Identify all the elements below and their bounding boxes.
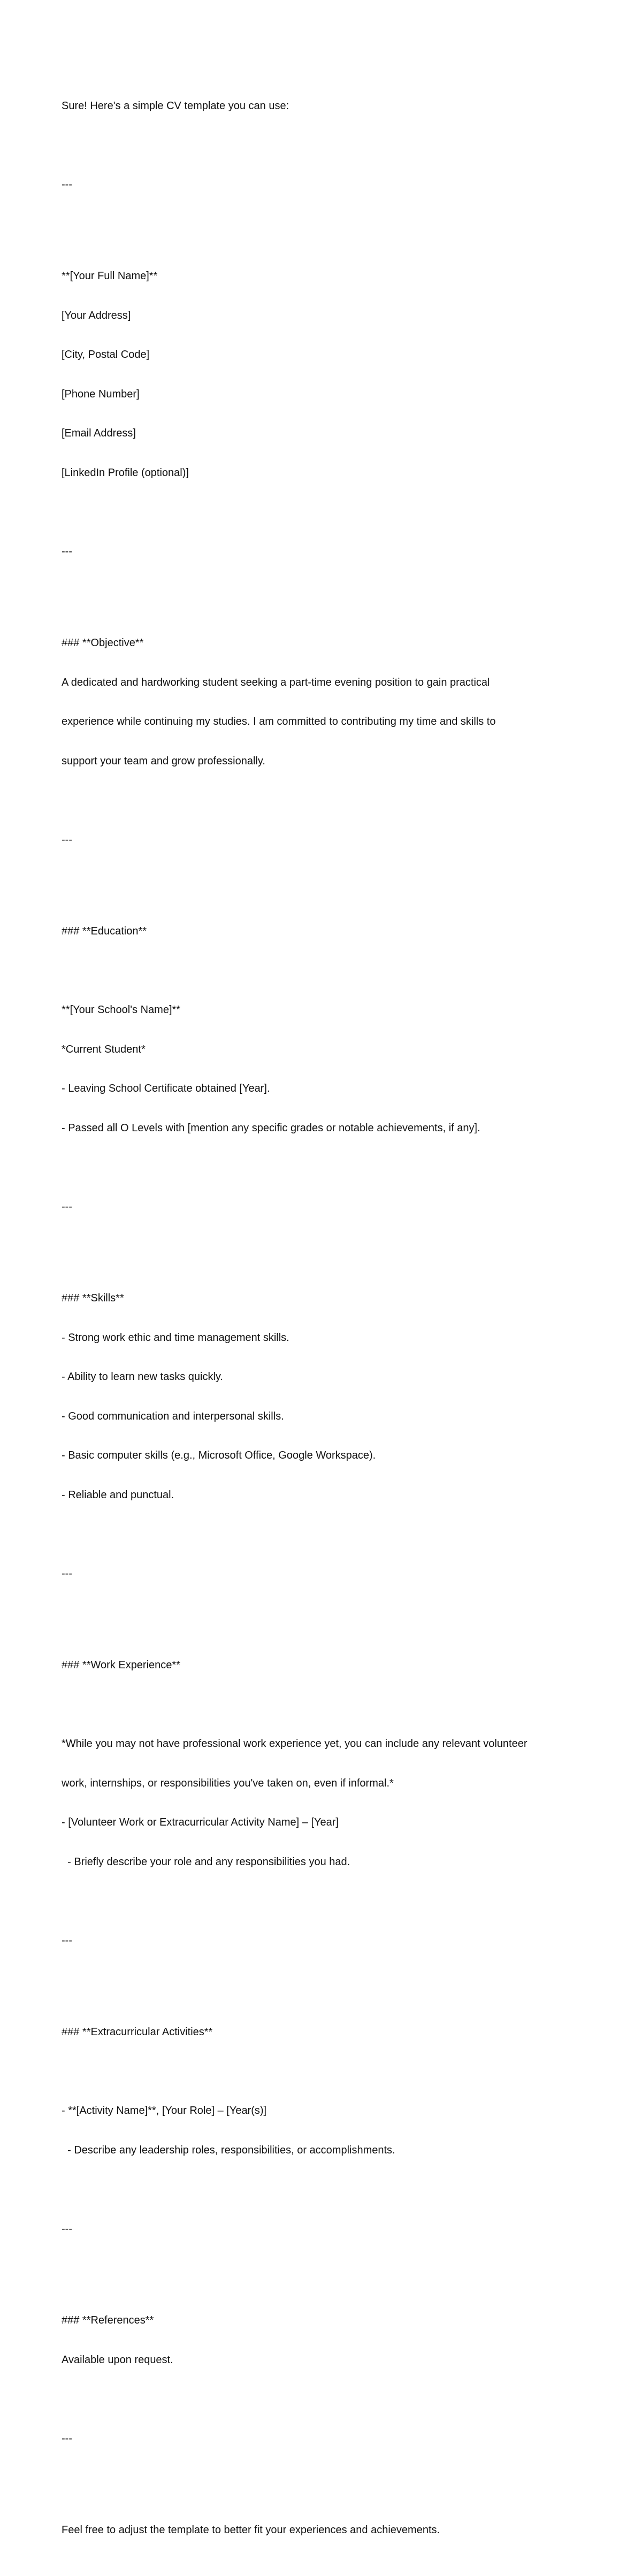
- blank-line: [62, 1239, 597, 1253]
- blank-line: [62, 2471, 597, 2485]
- blank-line: [62, 1161, 597, 1174]
- contact-city: [City, Postal Code]: [62, 349, 150, 361]
- skills-item: - Good communication and interpersonal skills.: [62, 1410, 284, 1422]
- work-experience-note: work, internships, or responsibilities you've taken on, even if informal.*: [62, 1777, 394, 1789]
- objective-line: A dedicated and hardworking student seeking a part-time evening position to gain practical: [62, 676, 490, 688]
- blank-line: [62, 1606, 597, 1620]
- contact-phone: [Phone Number]: [62, 388, 140, 400]
- contact-linkedin: [LinkedIn Profile (optional)]: [62, 466, 189, 479]
- references-heading: ### **References**: [62, 2314, 154, 2326]
- extracurricular-heading: ### **Extracurricular Activities**: [62, 2026, 213, 2038]
- blank-line: [62, 1973, 597, 1987]
- education-heading: ### **Education**: [62, 925, 147, 937]
- separator: ---: [62, 1934, 72, 1946]
- blank-line: [62, 2183, 597, 2196]
- education-school: **[Your School's Name]**: [62, 1004, 181, 1016]
- contact-email: [Email Address]: [62, 427, 136, 439]
- blank-line: [62, 2065, 597, 2079]
- blank-line: [62, 964, 597, 978]
- separator: ---: [62, 2432, 72, 2444]
- blank-line: [62, 1698, 597, 1712]
- blank-line: [62, 2261, 597, 2275]
- education-status: *Current Student*: [62, 1043, 146, 1055]
- separator: ---: [62, 1200, 72, 1213]
- extracurricular-item: - **[Activity Name]**, [Your Role] – [Year(s)]: [62, 2105, 267, 2117]
- skills-item: - Ability to learn new tasks quickly.: [62, 1371, 223, 1383]
- blank-line: [62, 584, 597, 597]
- education-item: - Leaving School Certificate obtained [Year].: [62, 1083, 270, 1094]
- extracurricular-sub-item: - Describe any leadership roles, responsibilities, or accomplishments.: [62, 2144, 395, 2156]
- work-experience-heading: ### **Work Experience**: [62, 1659, 180, 1671]
- separator: ---: [62, 178, 72, 190]
- document-body: [62, 60, 597, 2576]
- education-item: - Passed all O Levels with [mention any specific grades or notable achievements, if any].: [62, 1122, 480, 1134]
- work-experience-item: - [Volunteer Work or Extracurricular Activity Name] – [Year]: [62, 1816, 339, 1828]
- work-experience-note: *While you may not have professional work experience yet, you can include any relevant volunteer: [62, 1738, 528, 1750]
- separator: ---: [62, 2222, 72, 2235]
- intro-text: Sure! Here's a simple CV template you can use:: [62, 99, 289, 112]
- objective-line: support your team and grow professionally.: [62, 755, 265, 767]
- blank-line: [62, 505, 597, 519]
- blank-line: [62, 2393, 597, 2406]
- blank-line: [62, 794, 597, 807]
- skills-item: - Reliable and punctual.: [62, 1489, 174, 1501]
- skills-item: - Strong work ethic and time management skills.: [62, 1331, 289, 1344]
- objective-heading: ### **Objective**: [62, 637, 144, 649]
- objective-line: experience while continuing my studies. I am committed to contributing my time and skills to: [62, 716, 496, 727]
- separator: ---: [62, 545, 72, 557]
- blank-line: [62, 1895, 597, 1908]
- blank-line: [62, 217, 597, 231]
- blank-line: [62, 1528, 597, 1541]
- skills-heading: ### **Skills**: [62, 1292, 124, 1304]
- work-experience-sub-item: - Briefly describe your role and any responsibilities you had.: [62, 1856, 350, 1868]
- blank-line: [62, 139, 597, 152]
- contact-address: [Your Address]: [62, 309, 131, 321]
- contact-name: **[Your Full Name]**: [62, 270, 158, 282]
- skills-item: - Basic computer skills (e.g., Microsoft Office, Google Workspace).: [62, 1450, 376, 1461]
- references-text: Available upon request.: [62, 2353, 173, 2366]
- closing-text: Feel free to adjust the template to better fit your experiences and achievements.: [62, 2524, 440, 2536]
- separator: ---: [62, 833, 72, 846]
- separator: ---: [62, 1567, 72, 1580]
- blank-line: [62, 872, 597, 886]
